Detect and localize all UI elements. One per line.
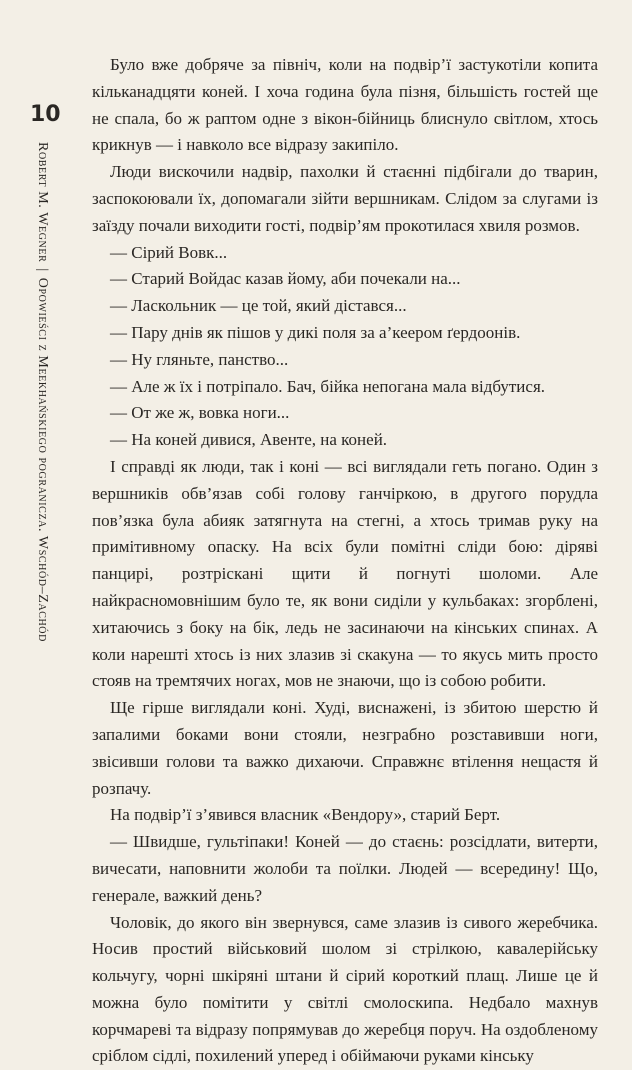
dialog-line: — На коней дивися, Авенте, на коней.	[92, 427, 598, 454]
paragraph: — Швидше, гультіпаки! Коней — до стаєнь: розсідлати, витерти, вичесати, наповнити жолоби та поїлки. Людей — всередину! Що, генерале, важкий день?	[92, 829, 598, 909]
running-head	[33, 142, 53, 742]
running-head-title: Opowieści z Meekhańskiego pogranicza. Wschód–Zachód	[35, 278, 50, 642]
dialog-line: — Сірий Вовк...	[92, 240, 598, 267]
dialog-line: — Пару днів як пішов у дикі поля за а’кеером ґердоонів.	[92, 320, 598, 347]
dialog-line: — От же ж, вовка ноги...	[92, 400, 598, 427]
paragraph: На подвір’ї з’явився власник «Вендору», старий Берт.	[92, 802, 598, 829]
dialog-line: — Ну гляньте, панство...	[92, 347, 598, 374]
page-number: 10	[30, 102, 61, 127]
running-head-author: Robert M. Wegner	[35, 142, 50, 262]
paragraph: Було вже добряче за північ, коли на подвір’ї застукотіли копита кільканадцяти коней. І хоча година була пізня, більшість гостей ще не спала, бо ж раптом одне з вікон-бійниць блиснуло світлом, хтось крикнув — і навколо все відразу закипіло.	[92, 52, 598, 159]
paragraph: Ще гірше виглядали коні. Худі, виснажені, із збитою шерстю й запалими боками вони стояли, незграбно розставивши ноги, звісивши голови та важко дихаючи. Справжнє втілення нещастя й розпачу.	[92, 695, 598, 802]
running-head-separator: |	[35, 262, 50, 277]
dialog-line: — Старий Войдас казав йому, аби почекали на...	[92, 266, 598, 293]
paragraph: І справді як люди, так і коні — всі виглядали геть погано. Один з вершників обв’язав собі голову ганчіркою, в другого порудла пов’язка була абияк затягнута на стегні, а хтось тримав руку на примітивному опаску. На всіх були помітні сліди бою: діряві панцирі, розтріскані щити й погнуті шоломи. Але найкрасномовнішим було те, як вони сиділи у кульбаках: згорблені, хитаючись з боку на бік, ледь не засинаючи на кінських спинах. А коли нарешті хтось із них злазив зі скакуна — то якусь мить просто стояв на тремтячих ногах, мов не знаючи, що із собою робити.	[92, 454, 598, 695]
running-head-text	[34, 142, 50, 642]
dialog-line: — Але ж їх і потріпало. Бач, бійка непогана мала відбутися.	[92, 374, 598, 401]
paragraph: Люди вискочили надвір, пахолки й стаєнні підбігали до тварин, заспокоювали їх, допомагали зійти вершникам. Слідом за слугами із заїзду почали виходити гості, подвір’ям прокотилася хвиля розмов.	[92, 159, 598, 239]
paragraph: Чоловік, до якого він звернувся, саме злазив із сивого жеребчика. Носив простий військовий шолом зі стрілкою, кавалерійську кольчугу, чорні шкіряні штани й сірий короткий плащ. Лише це й можна було помітити у світлі смолоскипа. Недбало махнув корчмареві та відразу попрямував до жеребця поруч. На оздобленому сріблом сідлі, похилений уперед і обіймаючи руками кінську	[92, 910, 598, 1070]
dialog-line: — Ласкольник — це той, який дістався...	[92, 293, 598, 320]
body-text	[92, 52, 598, 1070]
